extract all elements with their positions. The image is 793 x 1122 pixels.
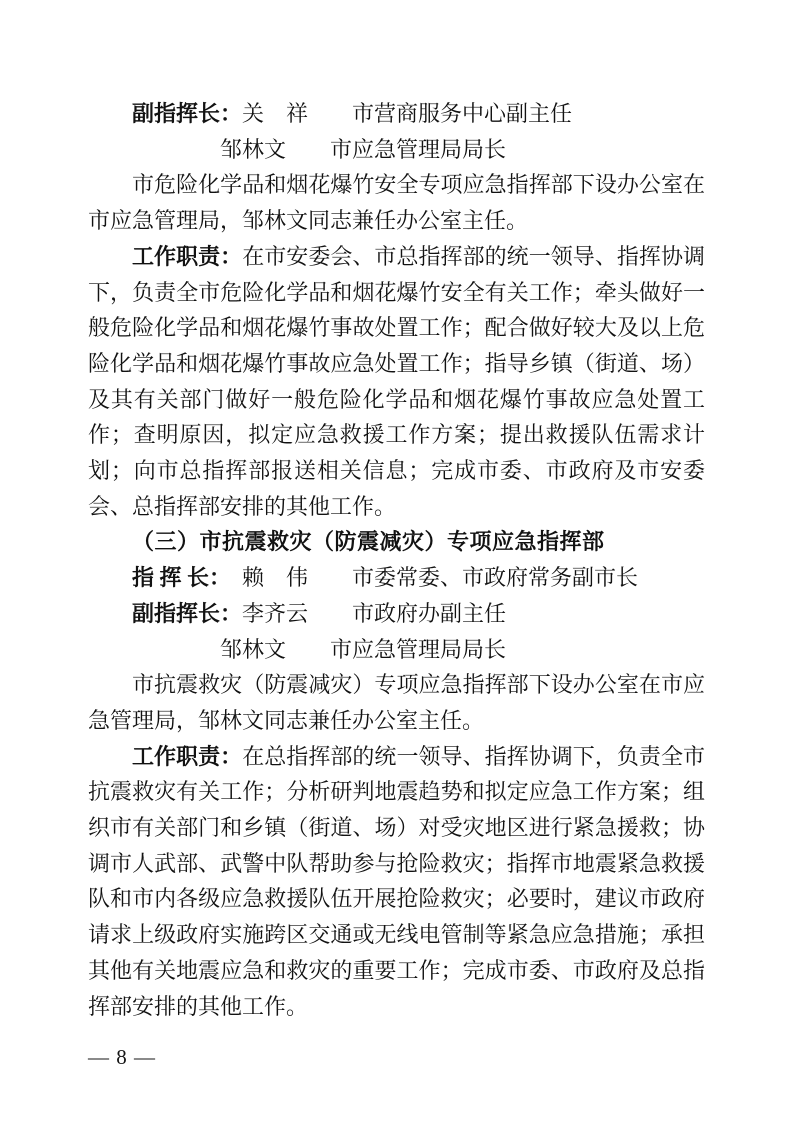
duties-label: 工作职责： — [132, 743, 243, 769]
deputy-commander-title: 市应急管理局局长 — [330, 636, 507, 662]
deputy-commander-name: 邹林文 — [220, 136, 287, 162]
deputy-commander-name: 李齐云 — [242, 600, 309, 626]
commander-label: 指 挥 长： — [132, 565, 232, 591]
deputy-commander-label: 副指挥长： — [132, 101, 243, 126]
duties-text: 在总指挥部的统一领导、指挥协调下，负责全市抗震救灾有关工作；分析研判地震趋势和拟定应急工作方案；组织市有关部门和乡镇（街道、场）对受灾地区进行紧急援救；协调市人武部、武警中队帮助参与抢险救灾；指挥市地震紧急救援队和市内各级应急救援队伍开展抢险救灾；必要时，建议市政府请求上级政府实施跨区交通或无线电管制等紧急应急措施；承担其他有关地震应急和救灾的重要工作；完成市委、市政府及总指挥部安排的其他工作。 — [88, 743, 705, 1019]
section-hazmat-fireworks-directorate — [88, 96, 705, 524]
deputy-commander-row — [132, 596, 705, 632]
deputy-commander-row — [132, 96, 705, 132]
duties-text: 在市安委会、市总指挥部的统一领导、指挥协调下，负责全市危险化学品和烟花爆竹安全有关工作；牵头做好一般危险化学品和烟花爆竹事故处置工作；配合做好较大及以上危险化学品和烟花爆竹事故应急处置工作；指导乡镇（街道、场）及其有关部门做好一般危险化学品和烟花爆竹事故应急处置工作；查明原因，拟定应急救援工作方案；提出救援队伍需求计划；向市总指挥部报送相关信息；完成市委、市政府及市安委会、总指挥部安排的其他工作。 — [88, 243, 705, 519]
deputy-commander-label: 副指挥长： — [132, 600, 243, 626]
deputy-commander-title: 市应急管理局局长 — [330, 136, 507, 162]
commander-title: 市委常委、市政府常务副市长 — [352, 565, 639, 591]
section-heading: （三）市抗震救灾（防震减灾）专项应急指挥部 — [132, 529, 605, 555]
commander-row — [132, 560, 705, 596]
duties-paragraph — [88, 739, 705, 1025]
deputy-commander-row — [220, 632, 705, 668]
section-earthquake-directorate — [88, 524, 705, 1024]
deputy-commander-name: 关 祥 — [242, 101, 309, 126]
office-location-paragraph: 市危险化学品和烟花爆竹安全专项应急指挥部下设办公室在市应急管理局，邹林文同志兼任办公室主任。 — [88, 172, 705, 234]
page-number — [88, 1040, 156, 1076]
office-location-paragraph: 市抗震救灾（防震减灾）专项应急指挥部下设办公室在市应急管理局，邹林文同志兼任办公室主任。 — [88, 672, 705, 733]
deputy-commander-title: 市营商服务中心副主任 — [352, 101, 573, 126]
duties-label: 工作职责： — [132, 243, 243, 269]
document-body — [88, 96, 705, 1024]
duties-paragraph — [88, 239, 705, 525]
page-number-text: — 8 — — [88, 1045, 156, 1069]
deputy-commander-title: 市政府办副主任 — [352, 600, 507, 626]
deputy-commander-row — [220, 132, 705, 168]
commander-name: 赖 伟 — [242, 565, 309, 591]
deputy-commander-name: 邹林文 — [220, 636, 287, 662]
